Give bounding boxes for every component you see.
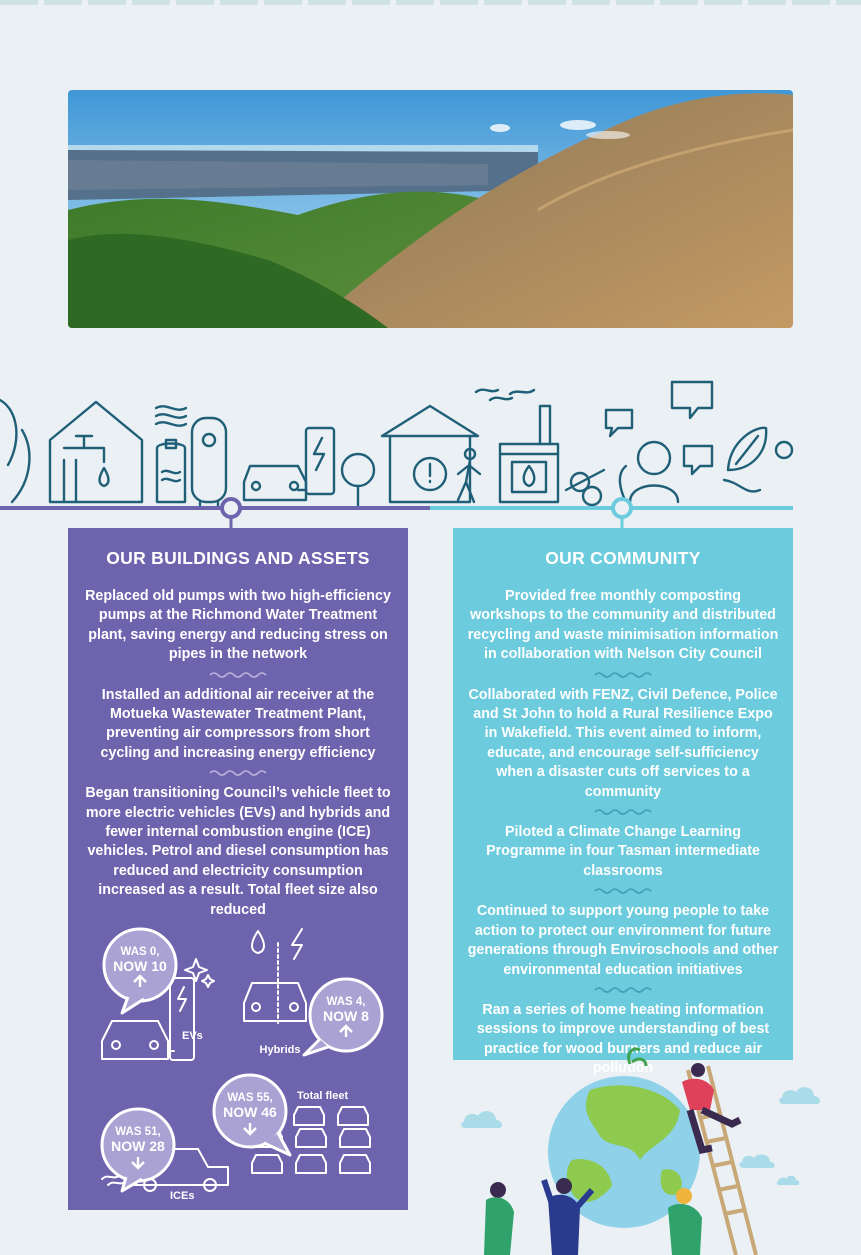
fleet-now: NOW 46 — [223, 1104, 277, 1120]
sustainability-icon-band — [0, 370, 861, 530]
hybrids-bubble — [304, 979, 382, 1055]
ices-now: NOW 28 — [111, 1138, 165, 1154]
squiggle-divider — [594, 986, 652, 994]
squiggle-divider — [594, 671, 652, 679]
community-item-learning-programme: Piloted a Climate Change Learning Programme in four Tasman intermediate classrooms — [486, 824, 760, 879]
sparkle-icon — [185, 959, 214, 987]
squiggle-divider — [209, 769, 267, 777]
lightning-icon — [292, 929, 302, 959]
ices-label: ICEs — [170, 1190, 195, 1202]
leaf-compost-icon — [724, 428, 792, 492]
hybrids-was: WAS 4, — [326, 996, 366, 1008]
buildings-item-air-receiver: Installed an additional air receiver at the Motueka Wastewater Treatment Plant, preventing air compressors from short cycling and increasing energy efficiency — [100, 686, 376, 761]
hot-water-cylinder-icon — [192, 418, 226, 506]
ices-bubble — [102, 1109, 174, 1191]
squiggle-divider — [594, 887, 652, 895]
fleet-infographic — [68, 923, 408, 1210]
fuel-drop-icon — [252, 931, 264, 953]
community-panel — [453, 528, 793, 1077]
gas-cylinder-icon — [156, 406, 186, 502]
squiggle-divider — [209, 671, 267, 679]
evs-bubble — [104, 929, 176, 1013]
buildings-item-vehicle-fleet: Began transitioning Council’s vehicle fleet to more electric vehicles (EVs) and hybrids and fewer internal combustion engine (ICE) vehicles. Petrol and diesel consumption has reduced and electricity consumption increased as a result. Total fleet size also reduced — [85, 785, 391, 918]
house-tap-icon — [50, 402, 142, 502]
hillside-landscape-photo — [68, 90, 793, 328]
people-talking-icon — [606, 382, 712, 502]
fleet-label: Total fleet — [297, 1090, 349, 1102]
decorative-top-border — [0, 0, 861, 5]
evs-was: WAS 0, — [120, 946, 160, 958]
evs-now: NOW 10 — [113, 958, 167, 974]
community-item-home-heating: Ran a series of home heating information sessions to improve understanding of best practice for wood burners and reduce air pollution — [476, 1001, 770, 1077]
buildings-title: OUR BUILDINGS AND ASSETS — [106, 548, 370, 568]
tree-icon — [342, 454, 374, 506]
community-item-composting: Provided free monthly composting workshops to the community and distributed recycling and waste minimisation information in collaboration with Nelson City Council — [467, 588, 779, 663]
electric-car-charger-icon — [244, 428, 334, 500]
wood-burner-icon — [476, 390, 558, 502]
fleet-bubble — [214, 1075, 290, 1155]
hands-earth-icon — [0, 400, 29, 502]
ices-was: WAS 51, — [115, 1126, 161, 1138]
hybrids-now: NOW 8 — [323, 1008, 369, 1024]
buildings-assets-panel — [68, 528, 408, 1210]
buildings-item-pumps: Replaced old pumps with two high-efficiency pumps at the Richmond Water Treatment plant, saving energy and reducing stress on pipes in the network — [85, 588, 391, 663]
community-item-resilience-expo: Collaborated with FENZ, Civil Defence, Police and St John to hold a Rural Resilience Expo in Wakefield. This event aimed to inform, educate, and encourage self-sufficiency when a disaster cuts off services to a community — [468, 686, 778, 800]
evs-label: EVs — [182, 1030, 203, 1042]
globe-people-illustration — [440, 1040, 861, 1255]
community-item-enviroschools: Continued to support young people to take action to protect our environment for future generations through Enviroschools and other environmental education initiatives — [467, 903, 779, 978]
community-title: OUR COMMUNITY — [545, 548, 701, 568]
fleet-was: WAS 55, — [227, 1092, 273, 1104]
hybrids-label: Hybrids — [259, 1044, 301, 1056]
squiggle-divider — [594, 808, 652, 816]
firewood-logs-icon — [566, 470, 604, 505]
